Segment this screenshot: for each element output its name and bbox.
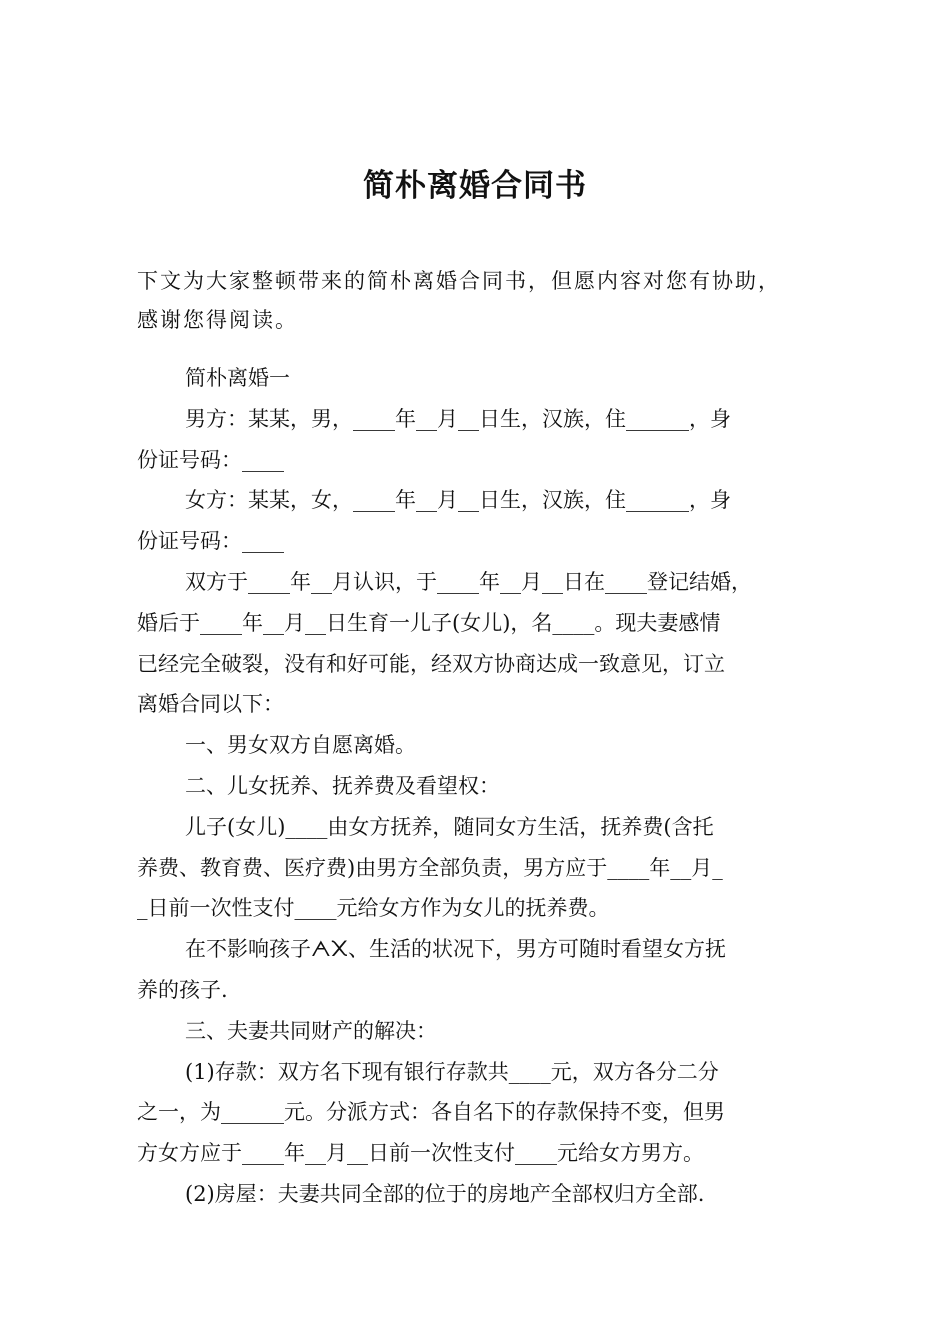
- document-title: 简朴离婚合同书: [363, 168, 587, 204]
- body-line: (1)存款：双方名下现有银行存款共____元，双方各分二分: [185, 1059, 719, 1084]
- body-line: 儿子(女儿)____由女方抚养，随同女方生活，抚养费(含托: [185, 814, 714, 839]
- body-line: _日前一次性支付____元给女方作为女儿的抚养费。: [137, 896, 610, 921]
- body-line: 一、男女双方自愿离婚。: [185, 733, 416, 758]
- body-line: 离婚合同以下：: [137, 692, 284, 717]
- body-line: 已经完全破裂，没有和好可能，经双方协商达成一致意见，订立: [137, 651, 725, 676]
- body-line: 二、儿女抚养、抚养费及看望权：: [185, 773, 500, 798]
- body-line: 男方：某某，男，____年__月__日生，汉族，住______，身: [185, 406, 731, 431]
- intro-line: 下文为大家整顿带来的简朴离婚合同书，但愿内容对您有协助，: [137, 269, 781, 293]
- body-line: 养费、教育费、医疗费)由男方全部负责，男方应于____年__月_: [137, 855, 723, 880]
- body-line: (2)房屋：夫妻共同全部的位于的房地产全部权归方全部.: [185, 1181, 705, 1206]
- body-line: 份证号码：____: [137, 529, 284, 554]
- body-line: 养的孩子.: [137, 977, 228, 1002]
- body-line: 女方：某某，女，____年__月__日生，汉族，住______，身: [185, 488, 731, 513]
- body-line: 双方于____年__月认识，于____年__月__日在____登记结婚，: [185, 569, 752, 594]
- body-line: 之一，为______元。分派方式：各自名下的存款保持不变，但男: [137, 1100, 725, 1125]
- intro-paragraph: [137, 262, 827, 340]
- body-line: 方女方应于____年__月__日前一次性支付____元给女方男方。: [137, 1141, 704, 1166]
- body-line: 婚后于____年__月__日生育一儿子(女儿)，名____。现夫妻感情: [137, 610, 721, 635]
- body-line: 在不影响孩子ᗅ᙭、生活的状况下，男方可随时看望女方抚: [185, 937, 727, 962]
- contract-body: [137, 358, 827, 1215]
- body-line: 三、夫妻共同财产的解决：: [185, 1018, 437, 1043]
- body-line: 份证号码：____: [137, 447, 284, 472]
- body-line: 简朴离婚一: [185, 366, 290, 390]
- intro-line: 感谢您得阅读。: [137, 308, 298, 332]
